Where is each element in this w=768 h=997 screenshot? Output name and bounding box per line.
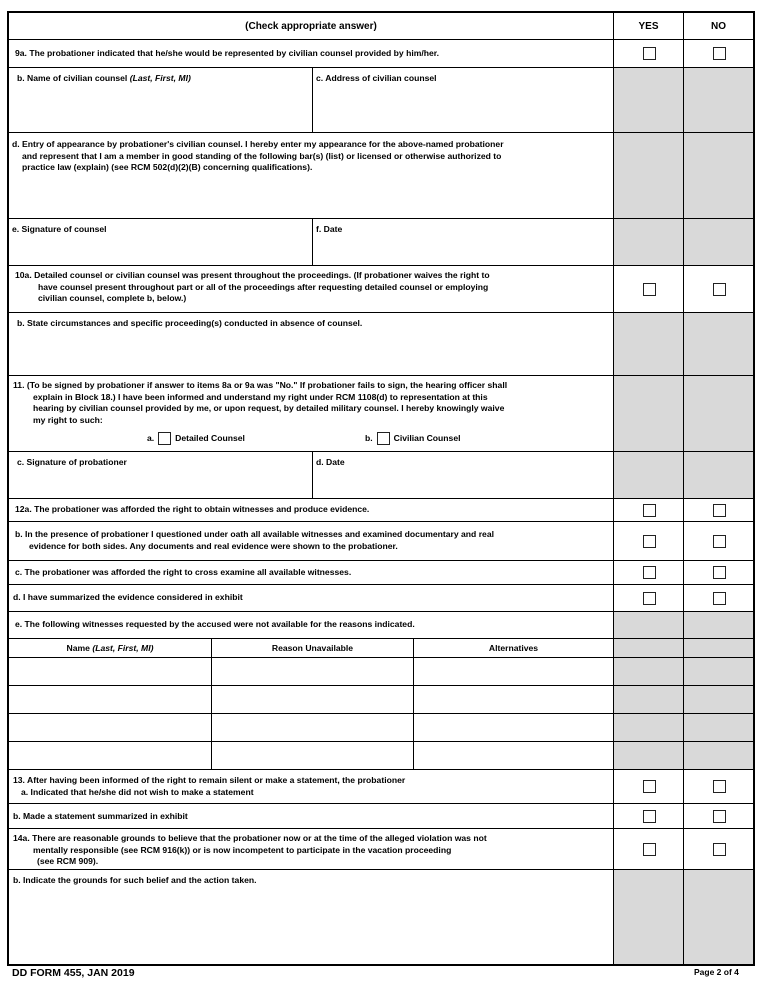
entry-of-appearance-field[interactable]	[9, 133, 613, 218]
item-12d-label: d. I have summarized the evidence considered in exhibit	[13, 592, 243, 602]
item-9d-line-2: and represent that I am a member in good standing of the following bar(s) (list) or licensed or otherwise authorized to	[22, 150, 502, 161]
item-10a-no-checkbox[interactable]	[713, 283, 726, 296]
shaded-no-cell	[683, 870, 753, 964]
shaded-no-cell	[683, 68, 753, 132]
item-12c-row	[9, 561, 753, 585]
item-13b-label: b. Made a statement summarized in exhibit	[13, 811, 188, 821]
form-identifier: DD FORM 455, JAN 2019	[12, 967, 135, 979]
item-12a-yes-cell	[613, 499, 683, 521]
shaded-yes-cell	[613, 686, 683, 713]
shaded-no-cell	[683, 219, 753, 265]
item-13a-row	[9, 770, 753, 804]
witness-alternatives-cell[interactable]	[413, 658, 613, 685]
witness-alternatives-cell[interactable]	[413, 742, 613, 769]
item-12b-line-2: evidence for both sides. Any documents and real evidence were shown to the probationer.	[29, 540, 398, 551]
probationer-signature-date-field[interactable]	[312, 452, 613, 498]
witness-name-cell[interactable]	[9, 742, 211, 769]
item-11d-label: d. Date	[316, 457, 345, 467]
item-10a-line-2: have counsel present throughout part or all of the proceedings after requesting detailed counsel or employing	[38, 281, 489, 292]
counsel-signature-field[interactable]	[9, 219, 312, 265]
shaded-no-cell	[683, 714, 753, 741]
waive-detailed-counsel-option: a. Detailed Counsel	[147, 432, 245, 445]
item-10a-line-1: 10a. Detailed counsel or civilian counsel was present throughout the proceedings. (If probationer waives the right to	[15, 270, 490, 280]
item-12d-no-checkbox[interactable]	[713, 592, 726, 605]
item-13b-no-checkbox[interactable]	[713, 810, 726, 823]
item-11-line-2: explain in Block 18.) I have been informed and understand my right under RCM 1108(d) to representation at this	[33, 391, 488, 402]
item-13a-yes-checkbox[interactable]	[643, 780, 656, 793]
item-9b-label: b. Name of civilian counsel (Last, First, MI)	[17, 73, 191, 83]
item-12b-row	[9, 522, 753, 561]
item-9d-line-3: practice law (explain) (see RCM 502(d)(2)(B) concerning qualifications).	[22, 162, 313, 172]
shaded-yes-cell	[613, 452, 683, 498]
item-9d-line-1: d. Entry of appearance by probationer's civilian counsel. I hereby enter my appearance for the above-named probationer	[12, 139, 504, 149]
item-12e-label: e. The following witnesses requested by the accused were not available for the reasons indicated.	[15, 619, 415, 629]
item-14b-label: b. Indicate the grounds for such belief and the action taken.	[13, 875, 257, 885]
item-14a-line-3: (see RCM 909).	[37, 856, 99, 866]
waive-detailed-counsel-checkbox[interactable]	[158, 432, 171, 445]
item-14a-line-1: 14a. There are reasonable grounds to believe that the probationer now or at the time of the alleged violation was not	[13, 833, 487, 843]
item-11-row	[9, 376, 753, 452]
item-14b-row	[9, 870, 753, 964]
item-12b-line-1: b. In the presence of probationer I questioned under oath all available witnesses and examined documentary and real	[15, 529, 494, 539]
shaded-no-cell	[683, 686, 753, 713]
witness-row	[9, 686, 753, 714]
witness-reason-cell[interactable]	[211, 686, 413, 713]
item-9bc-row	[9, 68, 753, 133]
shaded-no-cell	[683, 452, 753, 498]
col-name-header: Name (Last, First, MI)	[66, 643, 154, 653]
item-13-line-1: 13. After having been informed of the right to remain silent or make a statement, the probationer	[13, 775, 406, 785]
witness-reason-cell[interactable]	[211, 742, 413, 769]
counsel-signature-date-field[interactable]	[312, 219, 613, 265]
item-10a-yes-checkbox[interactable]	[643, 283, 656, 296]
item-10b-label: b. State circumstances and specific proceeding(s) conducted in absence of counsel.	[17, 318, 363, 328]
item-12a-yes-checkbox[interactable]	[643, 504, 656, 517]
witness-row	[9, 714, 753, 742]
item-11-line-4: my right to such:	[33, 414, 103, 425]
col-reason-header: Reason Unavailable	[211, 639, 413, 657]
probationer-signature-field[interactable]	[9, 452, 312, 498]
shaded-no-cell	[683, 658, 753, 685]
shaded-no-cell	[683, 376, 753, 451]
item-12a-row	[9, 499, 753, 522]
item-9a-label: 9a. The probationer indicated that he/she would be represented by civilian counsel provided by him/her.	[15, 48, 440, 58]
shaded-no-cell	[683, 639, 753, 657]
witness-alternatives-cell[interactable]	[413, 714, 613, 741]
item-14a-no-checkbox[interactable]	[713, 843, 726, 856]
witness-alternatives-cell[interactable]	[413, 686, 613, 713]
item-9a-no-checkbox[interactable]	[713, 47, 726, 60]
grounds-and-action-field[interactable]	[9, 870, 613, 964]
item-12d-no-cell	[683, 585, 753, 611]
item-10a-row	[9, 266, 753, 313]
item-10a-no-cell	[683, 266, 753, 312]
item-11c-label: c. Signature of probationer	[17, 457, 127, 467]
item-12b-yes-checkbox[interactable]	[643, 535, 656, 548]
item-13a-yes-cell	[613, 770, 683, 803]
item-9d-row	[9, 133, 753, 219]
item-12b-yes-cell	[613, 522, 683, 560]
header-row	[9, 13, 753, 40]
item-9f-label: f. Date	[316, 224, 343, 234]
witness-name-cell[interactable]	[9, 714, 211, 741]
item-14a-yes-cell	[613, 829, 683, 869]
item-12c-no-cell	[683, 561, 753, 584]
civilian-counsel-name-field[interactable]	[9, 68, 312, 132]
check-instruction: (Check appropriate answer)	[245, 20, 377, 32]
witness-name-cell[interactable]	[9, 658, 211, 685]
witness-row	[9, 658, 753, 686]
shaded-yes-cell	[613, 742, 683, 769]
shaded-yes-cell	[613, 68, 683, 132]
item-13b-yes-checkbox[interactable]	[643, 810, 656, 823]
shaded-no-cell	[683, 133, 753, 218]
item-13a-label: a. Indicated that he/she did not wish to make a statement	[21, 786, 254, 797]
item-12c-yes-checkbox[interactable]	[643, 566, 656, 579]
shaded-yes-cell	[613, 376, 683, 451]
item-13a-no-cell	[683, 770, 753, 803]
item-12a-no-checkbox[interactable]	[713, 504, 726, 517]
yes-column-header: YES	[613, 13, 683, 39]
item-12b-no-checkbox[interactable]	[713, 535, 726, 548]
shaded-no-cell	[683, 612, 753, 638]
item-13b-row	[9, 804, 753, 829]
item-14a-line-2: mentally responsible (see RCM 916(k)) or is now incompetent to participate in the vacation proceeding	[33, 844, 452, 855]
item-11-line-1: 11. (To be signed by probationer if answer to items 8a or 9a was "No." If probationer fails to sign, the hearing officer shall	[13, 380, 508, 390]
item-12c-label: c. The probationer was afforded the right to cross examine all available witnesses.	[15, 567, 352, 577]
item-13a-no-checkbox[interactable]	[713, 780, 726, 793]
item-14a-yes-checkbox[interactable]	[643, 843, 656, 856]
shaded-yes-cell	[613, 313, 683, 375]
item-14a-no-cell	[683, 829, 753, 869]
item-12d-row	[9, 585, 753, 612]
item-11-line-3: hearing by civilian counsel provided by me, or upon request, by detailed military counsel. I hereby knowingly waive	[33, 403, 505, 413]
witness-reason-cell[interactable]	[211, 658, 413, 685]
form-page	[7, 11, 755, 966]
item-13b-no-cell	[683, 804, 753, 828]
item-10a-yes-cell	[613, 266, 683, 312]
shaded-yes-cell	[613, 658, 683, 685]
item-12e-row	[9, 612, 753, 639]
item-12a-no-cell	[683, 499, 753, 521]
shaded-yes-cell	[613, 870, 683, 964]
item-12d-yes-cell	[613, 585, 683, 611]
shaded-no-cell	[683, 313, 753, 375]
item-9a-row	[9, 40, 753, 68]
item-13b-yes-cell	[613, 804, 683, 828]
item-10a-line-3: civilian counsel, complete b, below.)	[38, 293, 187, 303]
item-9a-no-cell	[683, 40, 753, 67]
item-12c-no-checkbox[interactable]	[713, 566, 726, 579]
item-11cd-row	[9, 452, 753, 499]
item-12b-no-cell	[683, 522, 753, 560]
no-column-header: NO	[683, 13, 753, 39]
witness-reason-cell[interactable]	[211, 714, 413, 741]
item-9a-yes-checkbox[interactable]	[643, 47, 656, 60]
item-12a-label: 12a. The probationer was afforded the right to obtain witnesses and produce evidence.	[15, 504, 370, 514]
shaded-yes-cell	[613, 612, 683, 638]
item-9e-label: e. Signature of counsel	[12, 224, 107, 234]
witness-row	[9, 742, 753, 770]
item-12c-yes-cell	[613, 561, 683, 584]
shaded-yes-cell	[613, 219, 683, 265]
shaded-yes-cell	[613, 714, 683, 741]
waive-civilian-counsel-checkbox[interactable]	[377, 432, 390, 445]
item-9c-label: c. Address of civilian counsel	[316, 73, 437, 83]
shaded-no-cell	[683, 742, 753, 769]
item-9a-yes-cell	[613, 40, 683, 67]
shaded-yes-cell	[613, 133, 683, 218]
absence-of-counsel-field[interactable]	[9, 313, 613, 375]
page-number: Page 2 of 4	[694, 967, 739, 977]
civilian-counsel-address-field[interactable]	[312, 68, 613, 132]
witness-name-cell[interactable]	[9, 686, 211, 713]
item-14a-row	[9, 829, 753, 870]
shaded-yes-cell	[613, 639, 683, 657]
item-9ef-row	[9, 219, 753, 266]
witness-table-header	[9, 639, 753, 658]
col-alternatives-header: Alternatives	[413, 639, 613, 657]
waive-civilian-counsel-option: b. Civilian Counsel	[365, 432, 461, 445]
item-12d-yes-checkbox[interactable]	[643, 592, 656, 605]
item-10b-row	[9, 313, 753, 376]
